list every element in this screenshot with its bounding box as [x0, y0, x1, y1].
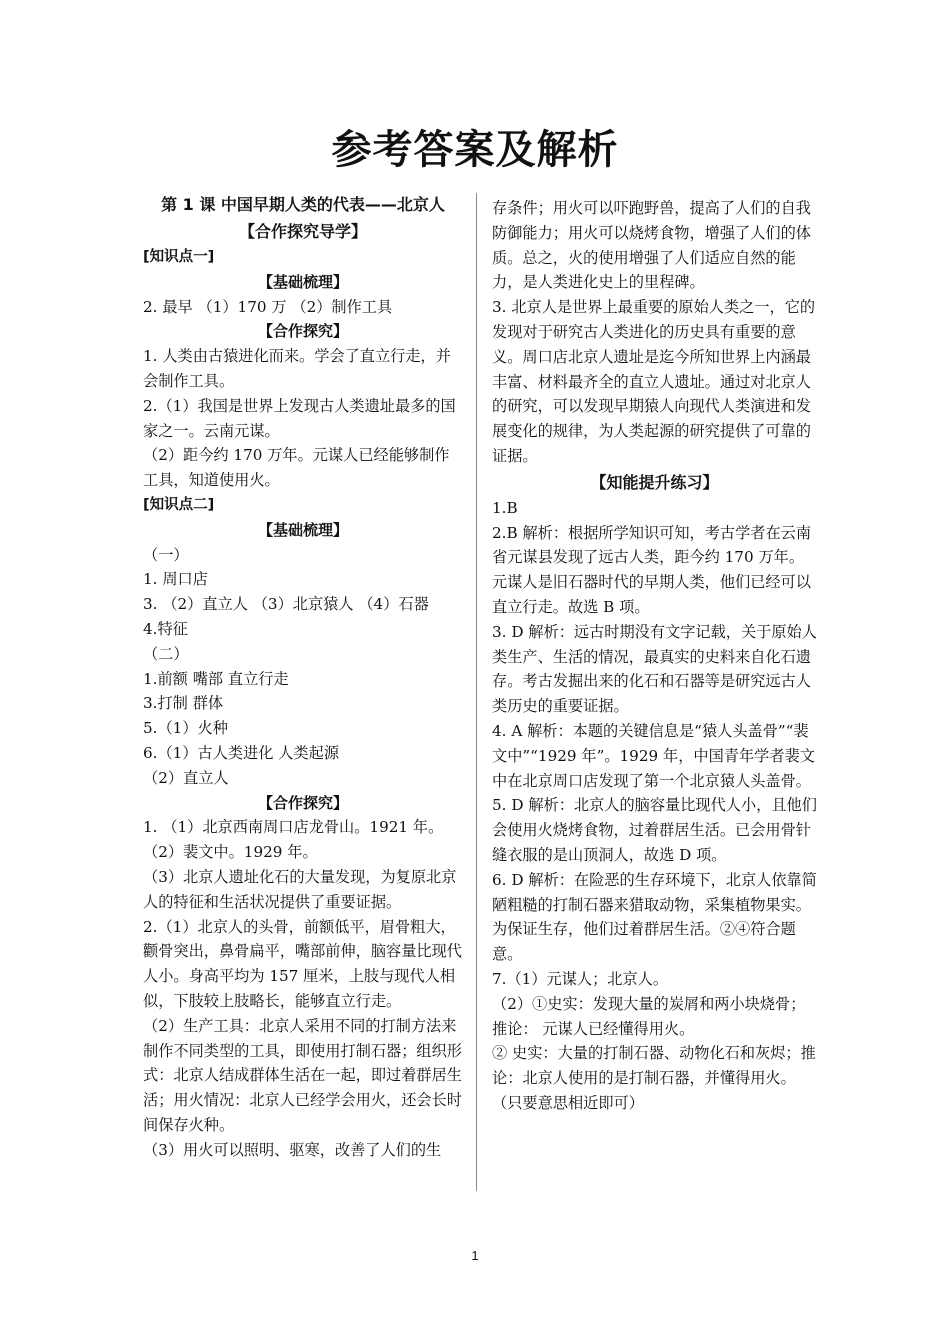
answer-paragraph: （3）北京人遗址化石的大量发现，为复原北京人的特征和生活状况提供了重要证据。: [143, 867, 457, 911]
answer-line: 1.前额 嘴部 直立行走: [143, 669, 289, 688]
answer-line: 2. 最早 （1）170 万 （2）制作工具: [143, 297, 393, 316]
answer-line: 4.特征: [143, 619, 188, 638]
knowledge-point-2: [知识点二]: [143, 496, 215, 513]
answer-line: （2）直立人: [143, 768, 229, 787]
answer-item: 5. D 解析：北京人的脑容量比现代人小，且他们会使用火烧烤食物，过着群居生活。已会用骨针缝衣服的是山顶洞人，故选 D 项。: [492, 796, 817, 864]
answer-paragraph: 1. 人类由古猿进化而来。学会了直立行走，并会制作工具。: [143, 347, 451, 390]
answer-paragraph: （2）生产工具：北京人采用不同的打制方法来制作不同类型的工具，即使用打制石器；组织形式：北京人结成群体生活在一起，即过着群居生活；用火情况：北京人已经学会用火，还会长时间保存火种。: [143, 1016, 462, 1134]
document-title: 参考答案及解析: [331, 127, 619, 173]
page-number: 1: [471, 1248, 479, 1263]
knowledge-point-1: [知识点一]: [143, 249, 215, 265]
answer-paragraph: （3）用火可以照明、驱寒，改善了人们的生: [143, 1140, 442, 1159]
left-column: [143, 192, 463, 1162]
answer-paragraph: 2.（1）我国是世界上发现古人类遗址最多的国家之一。云南元谋。: [143, 396, 456, 440]
answer-item: 2.B 解析：根据所学知识可知，考古学者在云南省元谋县发现了远古人类，距今约 170 万年。元谋人是旧石器时代的早期人类，他们已经可以直立行走。故选 B 项。: [492, 523, 812, 616]
answer-item: 3. D 解析：远古时期没有文字记载，关于原始人类生产、生活的情况，最真实的史料来自化石遗存。考古发掘出来的化石和石器等是研究远古人类历史的重要证据。: [492, 622, 817, 716]
subheading-basic-1: 【基础梳理】: [257, 272, 348, 291]
answer-line: （二）: [143, 644, 189, 663]
answer-paragraph: （2）距今约 170 万年。元谋人已经能够制作工具，知道使用火。: [143, 446, 450, 490]
subheading-basic-2: 【基础梳理】: [257, 520, 348, 539]
answer-line: 3. （2）直立人 （3）北京猿人 （4）石器: [143, 595, 429, 614]
answer-paragraph: 3. 北京人是世界上最重要的原始人类之一，它的发现对于研究古人类进化的历史具有重要的意义。周口店北京人遗址是迄今所知世界上内涵最丰富、材料最齐全的直立人遗址。通过对北京人的研究，可以发现早期猿人向现代人类演进和发展变化的规律，为人类起源的研究提供了可靠的证据。: [492, 298, 816, 465]
answer-paragraph: 2.（1）北京人的头骨，前额低平，眉骨粗大，颧骨突出，鼻骨扁平，嘴部前伸，脑容量比现代人小。身高平均为 157 厘米，上肢与现代人相似，下肢较上肢略长，能够直立行走。: [143, 917, 462, 1010]
answer-paragraph: 1. （1）北京西南周口店龙骨山。1921 年。: [143, 818, 444, 837]
answer-item: 7.（1）元谋人；北京人。: [492, 969, 669, 988]
answer-item: 6. D 解析：在险恶的生存环境下，北京人依靠简陋粗糙的打制石器来猎取动物，采集植物果实。为保证生存，他们过着群居生活。②④符合题意。: [492, 870, 817, 964]
section-heading-cooperative: 【合作探究导学】: [238, 222, 367, 241]
answer-line: （一）: [143, 545, 189, 564]
subheading-explore-1: 【合作探究】: [257, 322, 348, 341]
answer-line: 5.（1）火种: [143, 719, 228, 738]
answer-line: 3.打制 群体: [143, 694, 224, 713]
lesson-title: 第 1 课 中国早期人类的代表——北京人: [161, 195, 445, 214]
answer-item: 4. A 解析：本题的关键信息是“猿人头盖骨”“裴文中”“1929 年”。1929 年，中国青年学者裴文中在北京周口店发现了第一个北京猿人头盖骨。: [492, 721, 815, 790]
answer-line: 1. 周口店: [143, 570, 208, 589]
answer-line: 6.（1）古人类进化 人类起源: [143, 743, 340, 762]
answer-item: ② 史实：大量的打制石器、动物化石和灰烬；推论：北京人使用的是打制石器，并懂得用火。（只要意思相近即可）: [492, 1044, 816, 1112]
subheading-explore-2: 【合作探究】: [257, 793, 348, 812]
answer-item: （2）①史实：发现大量的炭屑和两小块烧骨；推论： 元谋人已经懂得用火。: [492, 994, 806, 1038]
right-column: [492, 196, 817, 1116]
column-divider: [476, 193, 477, 1191]
answer-paragraph: 存条件；用火可以吓跑野兽，提高了人们的自我防御能力；用火可以烧烤食物，增强了人们的体质。总之，火的使用增强了人们适应自然的能力，是人类进化史上的里程碑。: [492, 199, 811, 292]
answer-item: 1.B: [492, 498, 518, 517]
answer-paragraph: （2）裴文中。1929 年。: [143, 843, 318, 862]
section-heading-practice: 【知能提升练习】: [590, 472, 719, 492]
